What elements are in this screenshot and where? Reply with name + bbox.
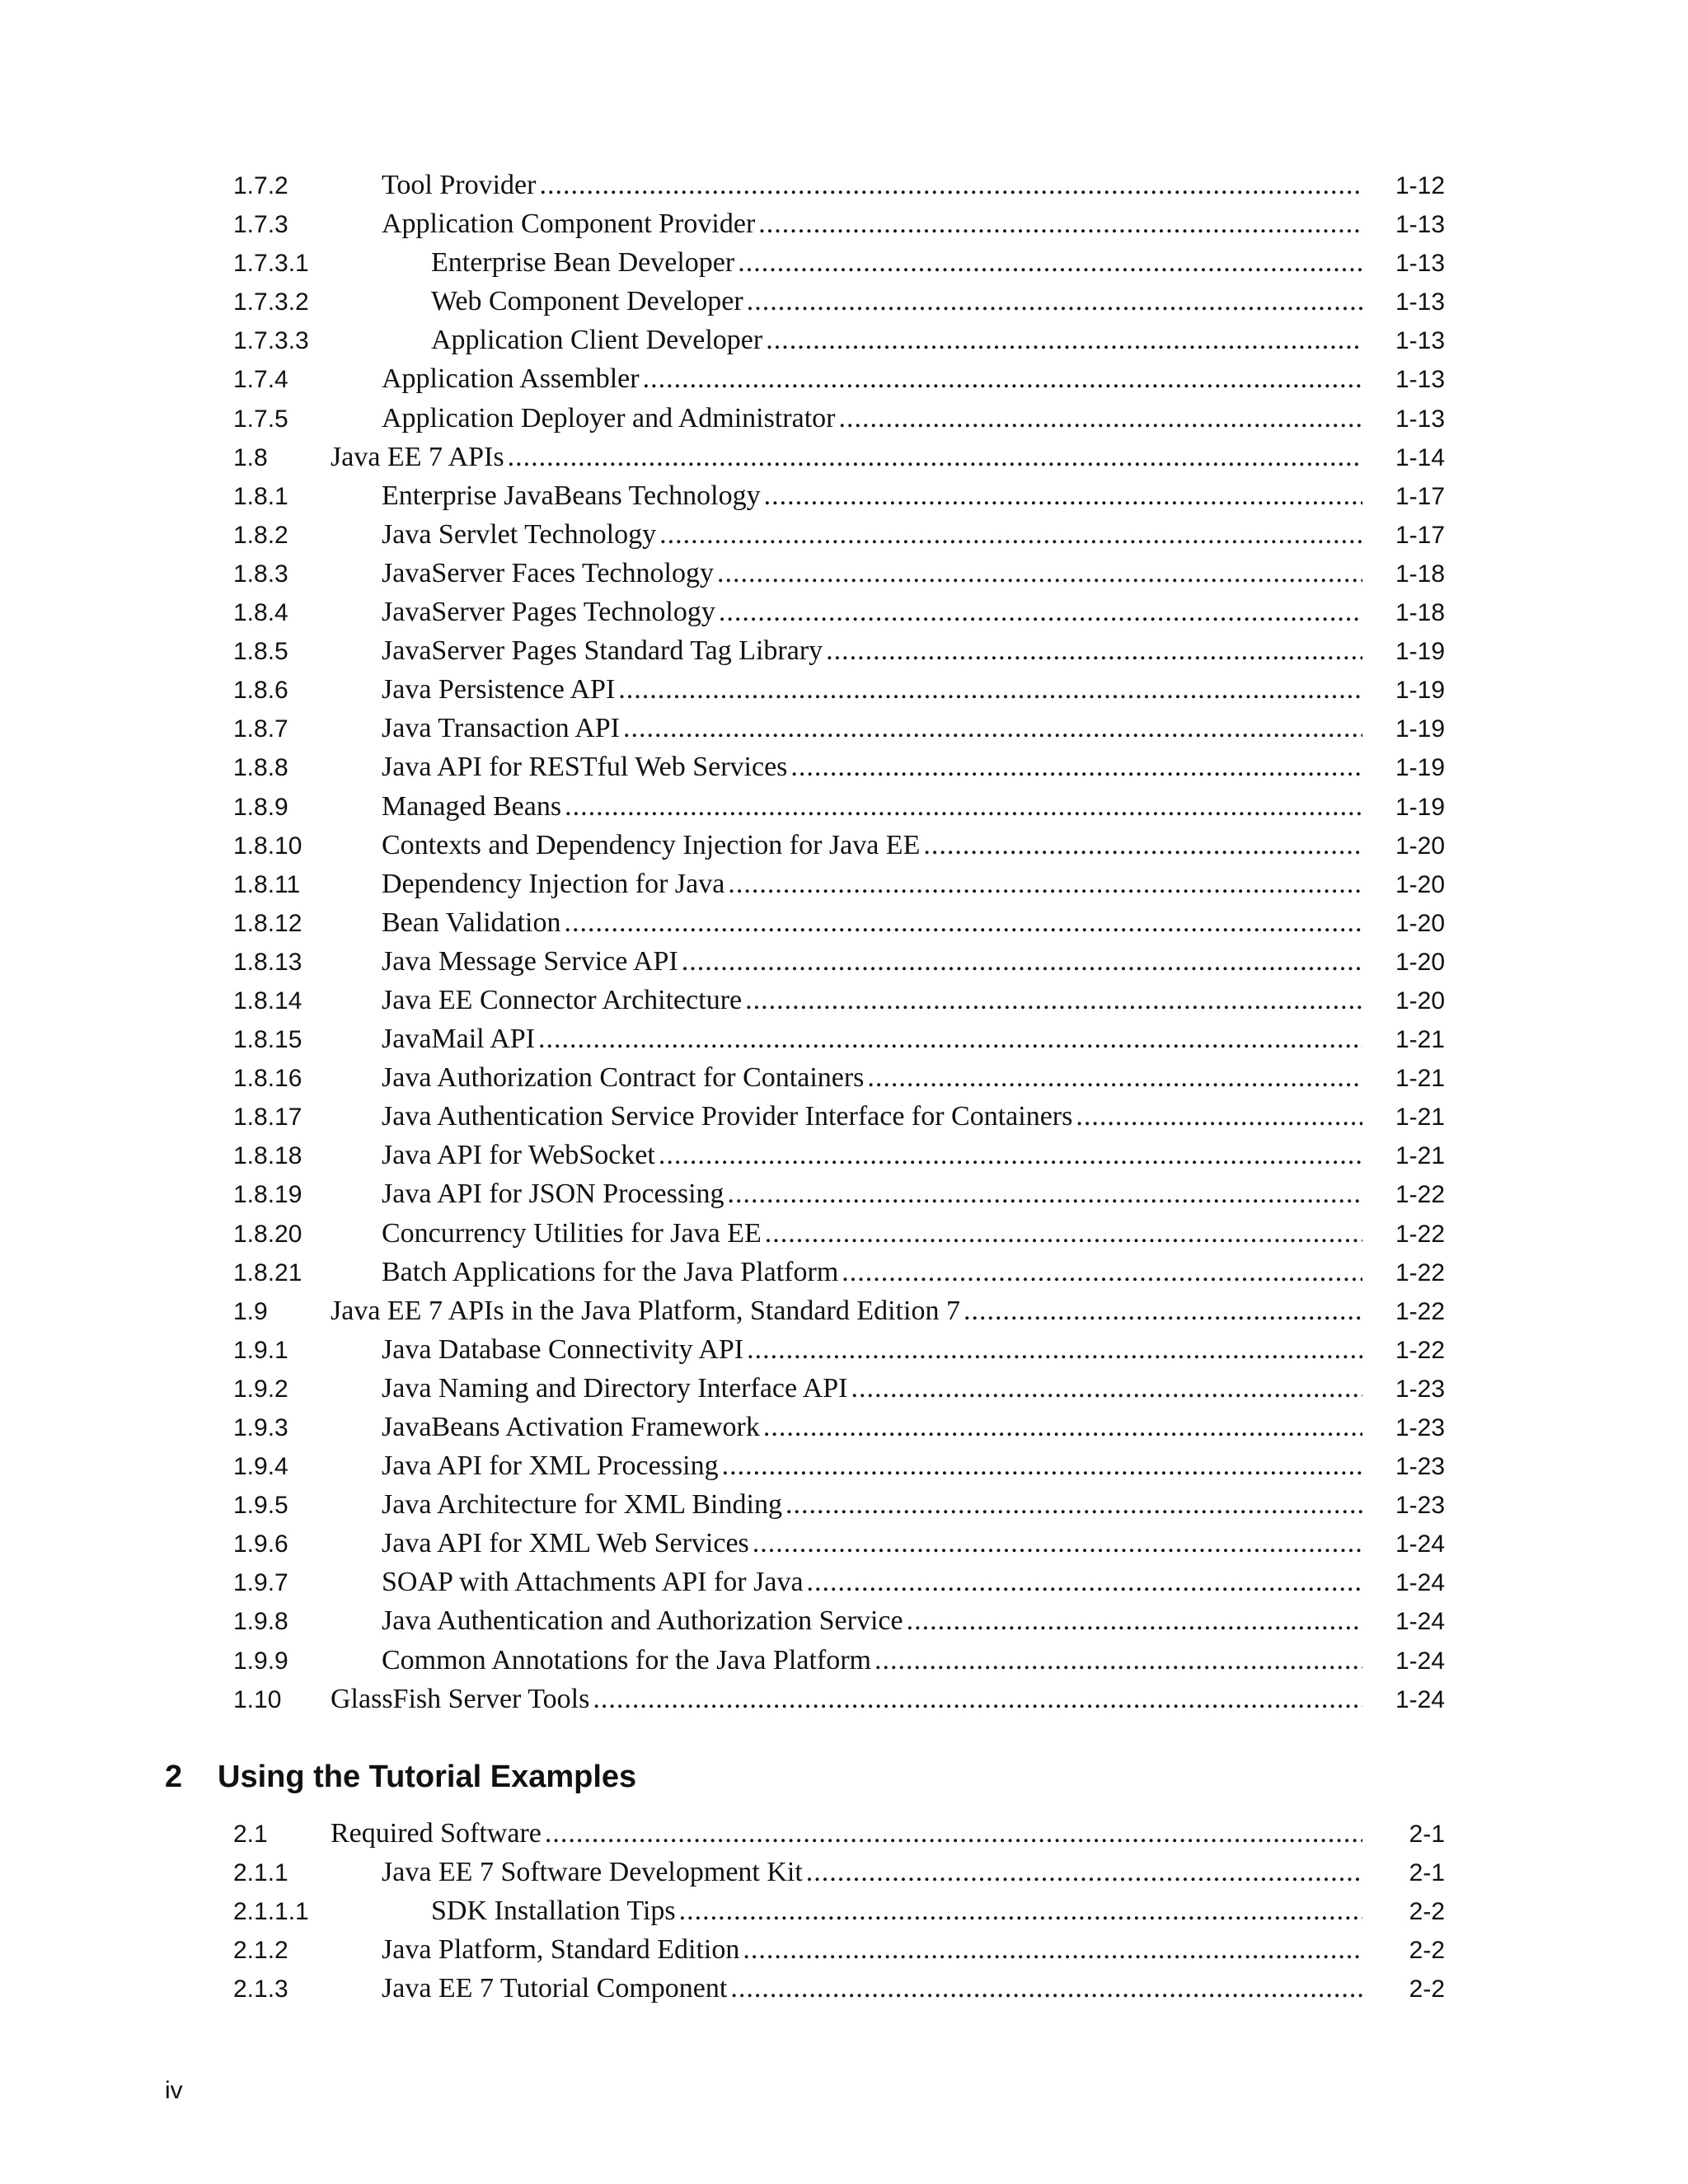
toc-entry-page: 1-17 [1395,482,1445,510]
toc-entry-title-wrap [331,1934,1371,1966]
toc-entry[interactable] [233,1528,1445,1567]
chapter-heading [165,1760,636,1795]
toc-entry-number: 1.7.3.1 [233,250,309,278]
toc-entry-number: 1.8.15 [233,1026,302,1054]
toc-entry-page: 1-22 [1395,1181,1445,1209]
toc-entry-title-wrap [331,1973,1371,2004]
toc-entry-number: 1.8.18 [233,1142,302,1170]
toc-entry-number: 2.1.2 [233,1937,288,1965]
toc-entry-page: 1-20 [1395,832,1445,860]
toc-entry-title[interactable]: Java EE 7 Software Development Kit [382,1857,803,1888]
toc-entry-title[interactable]: Java Transaction API [382,713,620,744]
dot-leader [730,1973,1362,2004]
toc-entry-page: 1-12 [1395,172,1445,199]
toc-entry-page: 1-21 [1395,1026,1445,1054]
dot-leader [508,442,1362,473]
toc-entry-title[interactable]: Java EE Connector Architecture [382,984,743,1015]
page-number: iv [165,2077,183,2104]
toc-entry-title[interactable]: Java Platform, Standard Edition [382,1934,740,1966]
toc-entry-title-wrap [331,558,1371,589]
toc-entry[interactable] [233,1218,1445,1257]
dot-leader [539,170,1362,201]
toc-entry-title-wrap [331,1528,1371,1559]
toc-entry[interactable] [233,597,1445,635]
toc-entry-title[interactable]: Java API for RESTful Web Services [382,752,788,783]
toc-entry-title[interactable]: JavaServer Pages Technology [382,597,715,628]
toc-entry-title[interactable]: Java Message Service API [382,945,678,977]
toc-entry-page: 1-24 [1395,1569,1445,1597]
toc-entry[interactable] [233,1024,1445,1062]
toc-entry-number: 2.1 [233,1821,268,1848]
toc-entry-title[interactable]: Required Software [331,1818,542,1849]
toc-entry[interactable] [233,1684,1445,1722]
dot-leader [763,1412,1362,1443]
toc-entry-title[interactable]: Java Authentication and Authorization Service [382,1605,903,1637]
toc-entry-page: 1-23 [1395,1375,1445,1403]
toc-entry-page: 1-14 [1395,443,1445,471]
toc-entry-title-wrap [331,985,1371,1016]
toc-entry-page: 1-24 [1395,1647,1445,1675]
toc-entry-title[interactable]: Java API for WebSocket [382,1140,655,1171]
toc-entry-title[interactable]: Dependency Injection for Java [382,868,725,899]
toc-entry-number: 1.8.14 [233,987,302,1015]
toc-entry-title-wrap [331,1857,1371,1888]
toc-entry[interactable] [233,1567,1445,1605]
toc-entry-title-wrap [331,1373,1371,1404]
toc-list-chapter-2 [233,1818,1445,2012]
toc-entry-page: 1-19 [1395,754,1445,782]
toc-entry-title[interactable]: Java EE 7 APIs [331,441,504,472]
toc-entry[interactable] [233,1896,1445,1934]
toc-entry[interactable] [233,480,1445,519]
dot-leader [618,674,1362,705]
toc-entry-title-wrap [331,325,1371,356]
toc-entry-title-wrap [331,1257,1371,1288]
toc-entry-number: 2.1.1 [233,1859,288,1887]
toc-entry[interactable] [233,558,1445,597]
toc-entry[interactable] [233,1373,1445,1412]
dot-leader [851,1373,1363,1404]
toc-entry[interactable] [233,209,1445,247]
toc-entry[interactable] [233,635,1445,674]
toc-entry-title-wrap [331,752,1371,783]
toc-entry-title-wrap [331,1896,1371,1927]
toc-entry-number: 1.9.8 [233,1608,288,1636]
dot-leader [747,286,1362,317]
toc-entry-number: 1.9.5 [233,1492,288,1520]
toc-entry-page: 2-2 [1409,1975,1445,2004]
toc-entry-number: 1.8.8 [233,754,288,782]
toc-entry-title[interactable]: Java EE 7 APIs in the Java Platform, Standard Edition 7 [331,1295,960,1326]
dot-leader [806,1857,1362,1888]
toc-entry-title[interactable]: Concurrency Utilities for Java EE [382,1217,762,1249]
toc-entry[interactable] [233,985,1445,1024]
toc-entry[interactable] [233,1412,1445,1451]
toc-entry-number: 1.7.2 [233,172,288,199]
dot-leader [807,1567,1362,1598]
toc-entry[interactable] [233,946,1445,985]
dot-leader [874,1645,1362,1676]
toc-entry[interactable] [233,1934,1445,1973]
toc-entry-page: 2-2 [1409,1898,1445,1926]
toc-entry-title[interactable]: JavaBeans Activation Framework [382,1412,760,1442]
toc-entry-number: 1.9.4 [233,1453,288,1481]
dot-leader [842,1257,1362,1288]
dot-leader [907,1605,1362,1637]
toc-entry-title-wrap [331,1179,1371,1210]
toc-entry-title[interactable]: SOAP with Attachments API for Java [382,1567,804,1598]
toc-entry-page: 1-21 [1395,1142,1445,1170]
dot-leader [682,946,1362,977]
toc-entry-number: 1.8.16 [233,1065,302,1093]
toc-entry-title[interactable]: Managed Beans [382,790,562,822]
toc-entry-title[interactable]: Batch Applications for the Java Platform [382,1256,839,1287]
toc-entry-title-wrap [331,635,1371,667]
toc-entry-title[interactable]: Java Architecture for XML Binding [382,1489,782,1521]
toc-entry-number: 1.7.3.3 [233,327,309,355]
toc-entry-title-wrap [331,830,1371,861]
toc-entry-page: 1-21 [1395,1065,1445,1093]
toc-entry-number: 1.9.3 [233,1414,288,1441]
toc-entry-title-wrap [331,1645,1371,1676]
dot-leader [1076,1101,1362,1132]
toc-entry-number: 1.10 [233,1685,282,1713]
toc-entry-title-wrap [331,1451,1371,1482]
toc-entry-page: 1-13 [1395,211,1445,239]
toc-entry-page: 2-2 [1409,1937,1445,1965]
toc-entry-title[interactable]: Application Deployer and Administrator [382,402,836,434]
toc-entry[interactable] [233,1257,1445,1296]
toc-entry-title[interactable]: SDK Installation Tips [431,1896,676,1927]
toc-entry-title-wrap [331,442,1371,473]
toc-entry-title[interactable]: Java Authorization Contract for Containers [382,1062,865,1094]
dot-leader [593,1684,1362,1715]
toc-entry-page: 1-19 [1395,677,1445,705]
toc-entry-title[interactable]: GlassFish Server Tools [331,1683,590,1714]
toc-entry-title-wrap [331,209,1371,240]
toc-entry-page: 1-19 [1395,793,1445,821]
toc-entry-title-wrap [331,1101,1371,1132]
toc-entry-page: 1-18 [1395,560,1445,588]
toc-entry-page: 1-22 [1395,1336,1445,1364]
toc-entry-title-wrap [331,713,1371,744]
toc-entry[interactable] [233,713,1445,752]
dot-leader [545,1818,1362,1849]
toc-entry-title-wrap [331,1024,1371,1055]
dot-leader [765,1218,1362,1249]
toc-entry[interactable] [233,1101,1445,1140]
dot-leader [790,752,1362,783]
toc-entry-title[interactable]: JavaServer Pages Standard Tag Library [382,635,823,667]
toc-entry[interactable] [233,1818,1445,1857]
toc-entry[interactable] [233,1489,1445,1528]
toc-entry-title-wrap [331,170,1371,201]
dot-leader [719,597,1362,628]
toc-entry-page: 1-22 [1395,1297,1445,1325]
toc-entry-title-wrap [331,1818,1371,1849]
toc-entry-number: 1.7.4 [233,366,288,394]
toc-entry-title-wrap [331,791,1371,823]
toc-entry[interactable] [233,363,1445,402]
toc-entry-number: 1.8.6 [233,677,288,705]
dot-leader [722,1451,1362,1482]
toc-entry-number: 1.7.3.2 [233,288,309,316]
toc-entry-number: 1.8.2 [233,521,288,549]
toc-entry-number: 1.7.3 [233,211,288,239]
toc-entry-title-wrap [331,247,1371,279]
toc-entry-title[interactable]: Bean Validation [382,907,561,938]
toc-entry-page: 1-24 [1395,1608,1445,1636]
toc-entry[interactable] [233,442,1445,480]
toc-entry-number: 1.8.20 [233,1220,302,1248]
toc-entry-title-wrap [331,674,1371,705]
toc-entry-number: 1.8.11 [233,870,301,898]
toc-entry-title-wrap [331,480,1371,512]
toc-entry[interactable] [233,1179,1445,1217]
toc-entry-title[interactable]: Java Persistence API [382,674,616,705]
toc-entry-number: 1.8.12 [233,909,302,937]
toc-entry-title[interactable]: JavaMail API [382,1024,536,1055]
toc-entry-page: 1-20 [1395,909,1445,937]
toc-entry-number: 1.9.6 [233,1530,288,1558]
toc-entry-number: 1.8.4 [233,599,288,627]
toc-entry-title-wrap [331,1296,1371,1327]
toc-entry-number: 1.8.7 [233,715,288,743]
toc-entry-page: 1-13 [1395,405,1445,433]
toc-entry[interactable] [233,907,1445,946]
toc-entry-number: 1.8.9 [233,793,288,821]
toc-entry-number: 1.9.1 [233,1336,288,1364]
toc-entry-title[interactable]: Enterprise Bean Developer [431,247,735,279]
toc-entry-page: 1-22 [1395,1220,1445,1248]
toc-entry[interactable] [233,247,1445,286]
dot-leader [747,1334,1362,1366]
toc-entry[interactable] [233,1857,1445,1896]
dot-leader [867,1062,1362,1094]
toc-entry-number: 1.8.1 [233,482,288,510]
toc-entry-page: 1-20 [1395,870,1445,898]
dot-leader [964,1296,1362,1327]
dot-leader [659,1140,1362,1171]
toc-entry-number: 1.9.7 [233,1569,288,1597]
toc-entry-page: 1-13 [1395,288,1445,316]
toc-entry-page: 1-24 [1395,1530,1445,1558]
toc-entry-number: 1.9.9 [233,1647,288,1675]
toc-entry-page: 1-24 [1395,1685,1445,1713]
toc-entry[interactable] [233,1645,1445,1684]
toc-entry-title[interactable]: Common Annotations for the Java Platform [382,1644,871,1675]
toc-entry-title[interactable]: Web Component Developer [431,286,743,317]
toc-entry-page: 1-23 [1395,1414,1445,1441]
dot-leader [565,791,1362,823]
toc-entry-number: 1.8.19 [233,1181,302,1209]
dot-leader [764,480,1362,512]
dot-leader [623,713,1362,744]
dot-leader [643,363,1362,395]
toc-entry-page: 1-13 [1395,250,1445,278]
toc-entry-title-wrap [331,1684,1371,1715]
toc-entry[interactable] [233,674,1445,713]
toc-entry-title[interactable]: Java Authentication Service Provider Interface for Containers [382,1101,1073,1132]
toc-entry-title[interactable]: Tool Provider [382,170,537,200]
toc-entry-title-wrap [331,946,1371,977]
toc-entry-title-wrap [331,1605,1371,1637]
toc-entry-title[interactable]: Java API for XML Processing [382,1451,719,1482]
dot-leader [738,247,1362,279]
toc-entry[interactable] [233,791,1445,830]
toc-entry-title[interactable]: Application Assembler [382,363,640,395]
toc-entry[interactable] [233,170,1445,209]
toc-entry[interactable] [233,1973,1445,2012]
toc-entry-number: 2.1.1.1 [233,1898,309,1926]
toc-entry-page: 1-23 [1395,1453,1445,1481]
toc-entry-page: 2-1 [1409,1859,1445,1887]
toc-entry-number: 1.8 [233,443,268,471]
toc-entry[interactable] [233,752,1445,790]
toc-entry-number: 1.9.2 [233,1375,288,1403]
toc-entry-title[interactable]: Application Client Developer [431,325,763,356]
toc-entry-number: 1.9 [233,1297,268,1325]
toc-entry-page: 1-19 [1395,638,1445,666]
toc-entry[interactable] [233,830,1445,869]
dot-leader [659,519,1362,551]
toc-entry-title-wrap [331,1218,1371,1249]
toc-entry-page: 1-23 [1395,1492,1445,1520]
toc-entry-title-wrap [331,403,1371,434]
dot-leader [679,1896,1362,1927]
toc-entry-number: 1.8.17 [233,1104,302,1132]
toc-entry-number: 1.7.5 [233,405,288,433]
toc-entry-page: 1-20 [1395,987,1445,1015]
dot-leader [839,403,1363,434]
toc-list-chapter-1 [233,170,1445,1722]
toc-entry-title-wrap [331,1140,1371,1171]
toc-entry-title-wrap [331,1489,1371,1521]
toc-entry-title[interactable]: JavaServer Faces Technology [382,557,714,588]
toc-entry-title[interactable]: Java API for XML Web Services [382,1528,749,1559]
toc-entry[interactable] [233,1451,1445,1489]
dot-leader [758,209,1362,240]
toc-entry-title-wrap [331,519,1371,551]
toc-entry[interactable] [233,403,1445,442]
toc-entry-title-wrap [331,286,1371,317]
toc-entry[interactable] [233,325,1445,363]
dot-leader [565,907,1363,939]
dot-leader [745,985,1362,1016]
toc-entry-page: 1-13 [1395,327,1445,355]
toc-entry-page: 1-17 [1395,521,1445,549]
toc-entry-page: 1-20 [1395,948,1445,976]
toc-entry-page: 2-1 [1409,1821,1445,1848]
toc-entry-title-wrap [331,597,1371,628]
toc-entry-title-wrap [331,1412,1371,1443]
toc-entry-number: 1.8.21 [233,1258,302,1286]
toc-entry-title-wrap [331,1062,1371,1094]
dot-leader [753,1528,1362,1559]
toc-entry[interactable] [233,519,1445,558]
toc-entry-title[interactable]: Enterprise JavaBeans Technology [382,480,761,511]
toc-entry-title-wrap [331,1334,1371,1366]
toc-entry[interactable] [233,1140,1445,1179]
toc-entry-title[interactable]: Java EE 7 Tutorial Component [382,1973,728,2004]
toc-entry-title[interactable]: Java Database Connectivity API [382,1333,744,1365]
toc-entry-title[interactable]: Java API for JSON Processing [382,1179,724,1210]
toc-entry[interactable] [233,286,1445,325]
toc-entry-page: 1-18 [1395,599,1445,627]
toc-entry-number: 1.8.5 [233,638,288,666]
toc-entry-title[interactable]: Java Servlet Technology [382,518,657,550]
toc-entry-title-wrap [331,1567,1371,1598]
toc-entry-title-wrap [331,869,1371,900]
toc-entry-page: 1-21 [1395,1104,1445,1132]
dot-leader [717,558,1362,589]
toc-entry-page: 1-13 [1395,366,1445,394]
chapter-title: Using the Tutorial Examples [218,1760,637,1794]
dot-leader [728,869,1362,900]
toc-entry-title[interactable]: Application Component Provider [382,209,756,240]
toc-entry-title-wrap [331,363,1371,395]
toc-entry[interactable] [233,1605,1445,1644]
toc-entry[interactable] [233,869,1445,907]
toc-entry[interactable] [233,1062,1445,1101]
toc-entry-page: 1-19 [1395,715,1445,743]
toc-entry-number: 1.8.3 [233,560,288,588]
dot-leader [538,1024,1362,1055]
toc-entry[interactable] [233,1296,1445,1334]
toc-entry-title[interactable]: Contexts and Dependency Injection for Java EE [382,829,921,860]
toc-entry-number: 1.8.10 [233,832,302,860]
dot-leader [785,1489,1362,1521]
toc-entry-page: 1-22 [1395,1258,1445,1286]
dot-leader [923,830,1362,861]
dot-leader [728,1179,1362,1210]
toc-entry-number: 1.8.13 [233,948,302,976]
toc-entry-title[interactable]: Java Naming and Directory Interface API [382,1372,848,1404]
toc-entry-title-wrap [331,907,1371,939]
dot-leader [826,635,1362,667]
dot-leader [743,1934,1362,1966]
toc-entry[interactable] [233,1334,1445,1373]
dot-leader [766,325,1362,356]
toc-entry-number: 2.1.3 [233,1975,288,2004]
chapter-number: 2 [165,1760,183,1794]
